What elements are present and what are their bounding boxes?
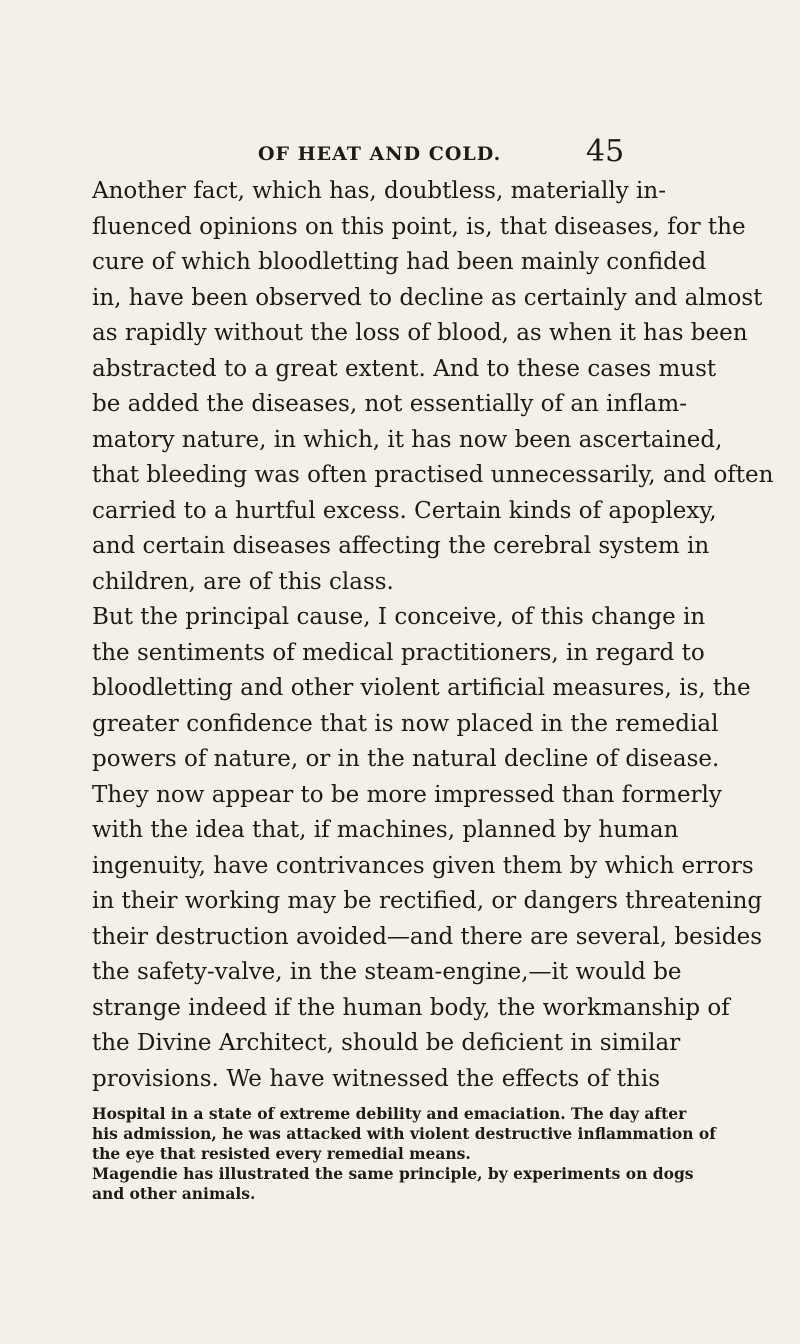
body-line: be added the diseases, not essentially of an inflam- — [92, 391, 687, 417]
body-line: with the idea that, if machines, planned by human — [92, 817, 679, 843]
body-line: powers of nature, or in the natural decline of disease. — [92, 746, 720, 772]
body-line: and certain diseases affecting the cerebral system in — [92, 533, 710, 559]
body-line: They now appear to be more impressed than formerly — [92, 781, 722, 808]
body-line: strange indeed if the human body, the workmanship of — [92, 994, 730, 1021]
body-line: But the principal cause, I conceive, of this change in — [92, 604, 706, 630]
footnotes — [92, 1104, 716, 1204]
running-head: OF HEAT AND COLD. — [258, 143, 502, 165]
footnote-line: Hospital in a state of extreme debility and emaciation. The day after — [92, 1104, 687, 1123]
body-line: that bleeding was often practised unnecessarily, and often — [92, 462, 774, 488]
body-line: carried to a hurtful excess. Certain kinds of apoplexy, — [92, 497, 717, 524]
body-line: their destruction avoided—and there are several, besides — [92, 923, 763, 950]
body-line: bloodletting and other violent artificial measures, is, the — [92, 675, 751, 701]
body-line: greater confidence that is now placed in the remedial — [92, 710, 719, 737]
body-line: in, have been observed to decline as certainly and almost — [92, 284, 763, 311]
body-line: provisions. We have witnessed the effects of this — [92, 1065, 660, 1092]
footnote-line: the eye that resisted every remedial means. — [92, 1144, 471, 1163]
footnote-line: Magendie has illustrated the same principle, by experiments on dogs — [92, 1164, 694, 1183]
footnote-line: and other animals. — [92, 1184, 256, 1203]
footnote-line: his admission, he was attacked with violent destructive inflammation of — [92, 1124, 716, 1143]
body-line: abstracted to a great extent. And to these cases must — [92, 355, 717, 382]
body-line: the Divine Architect, should be deficient in similar — [92, 1030, 681, 1056]
body-line: fluenced opinions on this point, is, that diseases, for the — [92, 213, 746, 240]
body-line: cure of which bloodletting had been mainly confided — [92, 249, 707, 275]
body-line: as rapidly without the loss of blood, as when it has been — [92, 320, 748, 346]
body-line: the safety-valve, in the steam-engine,—it would be — [92, 959, 682, 985]
body-text — [92, 174, 774, 1097]
body-line: ingenuity, have contrivances given them by which errors — [92, 852, 754, 879]
body-line: matory nature, in which, it has now been ascertained, — [92, 426, 723, 453]
body-line: children, are of this class. — [92, 568, 394, 595]
body-line: in their working may be rectified, or dangers threatening — [92, 888, 763, 914]
body-line: the sentiments of medical practitioners, in regard to — [92, 639, 705, 666]
body-line: Another fact, which has, doubtless, materially in- — [92, 178, 666, 204]
page-number: 45 — [586, 134, 625, 169]
